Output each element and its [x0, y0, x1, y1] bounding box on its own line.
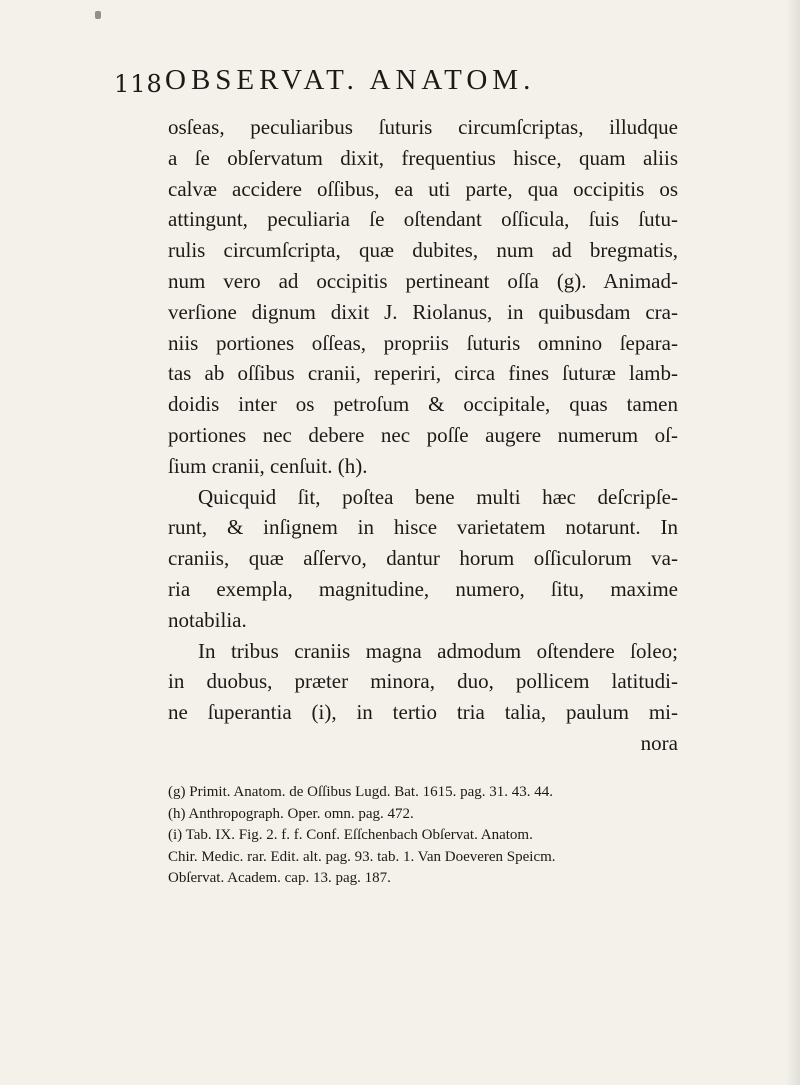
ink-speck — [95, 11, 101, 19]
body-text — [168, 112, 678, 759]
footnotes — [168, 782, 688, 890]
text-line: in duobus, præter minora, duo, pollicem latitudi- — [168, 669, 678, 694]
page-header — [114, 64, 674, 98]
text-line: num vero ad occipitis pertineant oſſa (g). Animad- — [168, 268, 678, 293]
text-line: ſium cranii, cenſuit. (h). — [168, 453, 368, 478]
page-number: 118 — [114, 70, 163, 98]
text-line: calvæ accidere oſſibus, ea uti parte, qua occipitis os — [168, 176, 678, 201]
text-line: osſeas, peculiaribus ſuturis circumſcriptas, illudque — [168, 115, 678, 139]
text-line: ne ſuperantia (i), in tertio tria talia, paulum mi- — [168, 700, 678, 725]
text-line: ria exempla, magnitudine, numero, ſitu, maxime — [168, 576, 678, 601]
footnote-h: (h) Anthropograph. Oper. omn. pag. 472. — [168, 805, 414, 822]
running-title: OBSERVAT. ANATOM. — [165, 64, 536, 96]
text-line: Quicquid ſit, poſtea bene multi hæc deſcripſe- — [198, 484, 678, 509]
text-line: craniis, quæ aſſervo, dantur horum oſſiculorum va- — [168, 546, 678, 571]
footnote-i-continued: Obſervat. Academ. cap. 13. pag. 187. — [168, 870, 391, 886]
text-line: doidis inter os petroſum & occipitale, quas tamen — [168, 392, 678, 417]
text-line: rulis circumſcripta, quæ dubites, num ad bregmatis, — [168, 238, 678, 263]
text-line: portiones nec debere nec poſſe augere numerum oſ- — [168, 422, 678, 447]
footnote-i: (i) Tab. IX. Fig. 2. f. f. Conf. Eſſchenbach Obſervat. Anatom. — [168, 827, 533, 843]
text-line: verſione dignum dixit J. Riolanus, in quibusdam cra- — [168, 299, 678, 324]
text-line: In tribus craniis magna admodum oſtendere ſoleo; — [198, 638, 678, 663]
text-line: notabilia. — [168, 607, 247, 632]
catchword: nora — [640, 730, 678, 755]
footnote-i-continued: Chir. Medic. rar. Edit. alt. pag. 93. tab. 1. Van Doeveren Speicm. — [168, 848, 556, 865]
footnote-g: (g) Primit. Anatom. de Oſſibus Lugd. Bat. 1615. pag. 31. 43. 44. — [168, 784, 553, 800]
text-line: runt, & inſignem in hisce varietatem notarunt. In — [168, 515, 678, 540]
text-line: tas ab oſſibus cranii, reperiri, circa fines ſuturæ lamb- — [168, 361, 678, 386]
text-line: a ſe obſervatum dixit, frequentius hisce, quam aliis — [168, 145, 678, 170]
text-line: attingunt, peculiaria ſe oſtendant oſſicula, ſuis ſutu- — [168, 207, 678, 232]
text-line: niis portiones oſſeas, propriis ſuturis omnino ſepara- — [168, 330, 678, 355]
page-edge-shadow — [786, 0, 800, 1085]
